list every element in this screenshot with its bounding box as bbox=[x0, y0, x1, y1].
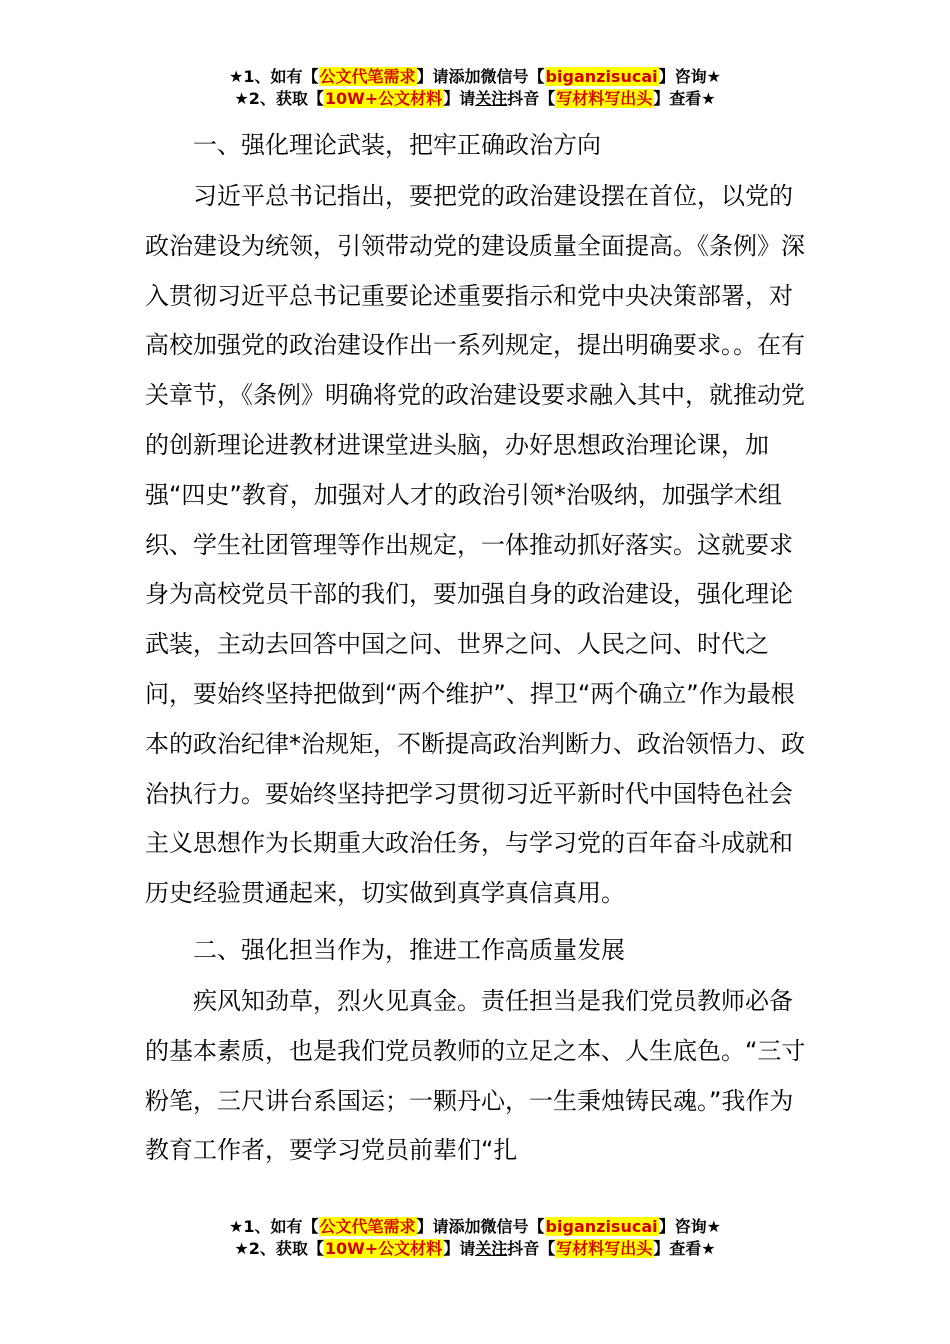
top-promo-banner bbox=[0, 66, 950, 110]
promo-text: 】请添加微信号【 bbox=[416, 1217, 545, 1236]
bottom-promo-banner bbox=[0, 1216, 950, 1260]
paragraph-2: 疾风知劲草，烈火见真金。责任担当是我们党员教师必备的基本素质，也是我们党员教师的立足之本、人生底色。“三寸粉笔，三尺讲台系国运；一颗丹心，一生秉烛铸民魂。”我作为教育工作者，要学习党员前辈们“扎 bbox=[145, 986, 806, 1165]
promo-text: 抖音【 bbox=[507, 89, 556, 108]
promo-text: ★1、如有【 bbox=[229, 1217, 319, 1236]
promo-text: ★2、获取【 bbox=[234, 89, 324, 108]
promo-highlight: 公文代笔需求 bbox=[319, 1217, 416, 1236]
promo-line-2 bbox=[0, 1238, 950, 1260]
promo-underline: 关注 bbox=[475, 89, 508, 108]
promo-highlight: 10W+公文材料 bbox=[324, 89, 443, 108]
promo-text: ★2、获取【 bbox=[234, 1239, 324, 1258]
section-heading-2: 二、强化担当作为，推进工作高质量发展 bbox=[193, 935, 625, 964]
document-body bbox=[145, 122, 813, 1176]
promo-line-1 bbox=[0, 66, 950, 88]
promo-line-1 bbox=[0, 1216, 950, 1238]
promo-text: 】请 bbox=[443, 1239, 476, 1258]
promo-text: 】查看★ bbox=[653, 89, 716, 108]
promo-text: 】咨询★ bbox=[658, 1217, 721, 1236]
promo-text: ★1、如有【 bbox=[229, 67, 319, 86]
promo-highlight: 公文代笔需求 bbox=[319, 67, 416, 86]
promo-highlight-wechat: biganzisucai bbox=[545, 67, 658, 86]
promo-text: 】请添加微信号【 bbox=[416, 67, 545, 86]
promo-highlight-douyin: 写材料写出头 bbox=[556, 1239, 653, 1258]
promo-line-2 bbox=[0, 88, 950, 110]
section-heading-1: 一、强化理论武装，把牢正确政治方向 bbox=[193, 131, 601, 159]
promo-highlight-douyin: 写材料写出头 bbox=[556, 89, 653, 108]
promo-text: 】请 bbox=[443, 89, 476, 108]
paragraph-1: 习近平总书记指出，要把党的政治建设摆在首位，以党的政治建设为统领，引领带动党的建设质量全面提高。《条例》深入贯彻习近平总书记重要论述重要指示和党中央决策部署，对高校加强党的政治建设作出一系列规定，提出明确要求。。在有关章节，《条例》明确将党的政治建设要求融入其中，就推动党的创新理论进教材进课堂进头脑，办好思想政治理论课，加强“四史”教育，加强对人才的政治引领*治吸纳，加强学术组织、学生社团管理等作出规定，一体推动抓好落实。这就要求身为高校党员干部的我们，要加强自身的政治建设，强化理论武装，主动去回答中国之问、世界之问、人民之问、时代之问，要始终坚持把做到“两个维护”、捍卫“两个确立”作为最根本的政治纪律*治规矩，不断提高政治判断力、政治领悟力、政治执行力。要始终坚持把学习贯彻习近平新时代中国特色社会主义思想作为长期重大政治任务，与学习党的百年奋斗成就和历史经验贯通起来，切实做到真学真信真用。 bbox=[145, 182, 805, 908]
promo-highlight-wechat: biganzisucai bbox=[545, 1217, 658, 1236]
promo-highlight: 10W+公文材料 bbox=[324, 1239, 443, 1258]
promo-text: 】查看★ bbox=[653, 1239, 716, 1258]
promo-text: 抖音【 bbox=[507, 1239, 556, 1258]
promo-underline: 关注 bbox=[475, 1239, 508, 1258]
promo-text: 】咨询★ bbox=[658, 67, 721, 86]
